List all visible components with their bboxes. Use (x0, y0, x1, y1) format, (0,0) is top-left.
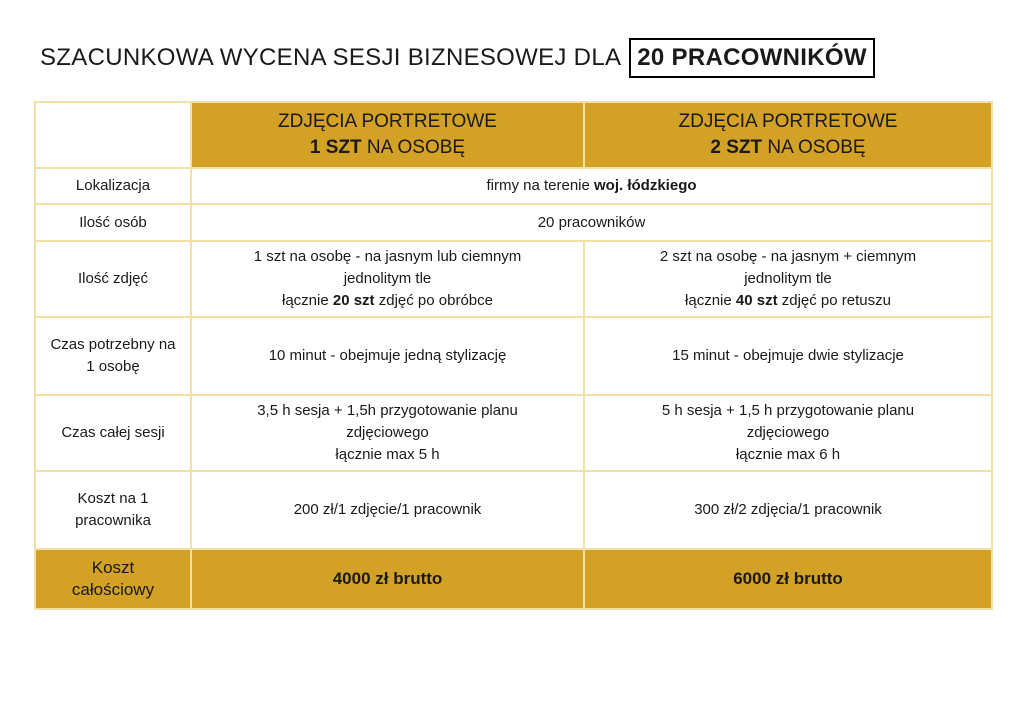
row-label-czas-osoba: Czas potrzebny na 1 osobę (35, 317, 191, 395)
table-row (35, 471, 992, 549)
table-row (35, 168, 992, 204)
pricing-table (34, 101, 993, 610)
row-label-koszt-pracownik: Koszt na 1 pracownika (35, 471, 191, 549)
czas-sesji-col2: 5 h sesja + 1,5 h przygotowanie planu zdjęciowego łącznie max 6 h (584, 395, 992, 471)
title-text: SZACUNKOWA WYCENA SESJI BIZNESOWEJ DLA (40, 44, 622, 71)
koszt-calosc-col1: 4000 zł brutto (191, 549, 584, 609)
ilosc-osob-value: 20 pracowników (191, 204, 992, 241)
column-header-2szt (584, 102, 992, 168)
title-highlight: 20 PRACOWNIKÓW (629, 38, 875, 78)
table-total-row (35, 549, 992, 609)
koszt-calosc-col2: 6000 zł brutto (584, 549, 992, 609)
page-title (40, 38, 875, 78)
koszt-pracownik-col1: 200 zł/1 zdjęcie/1 pracownik (191, 471, 584, 549)
column-header-line2: 1 SZT NA OSOBĘ (309, 137, 466, 158)
ilosc-zdjec-col1: 1 szt na osobę - na jasnym lub ciemnym jednolitym tle łącznie 20 szt zdjęć po obróbce (191, 241, 584, 317)
table-row (35, 241, 992, 317)
column-header-line1: ZDJĘCIA PORTRETOWE (678, 111, 898, 132)
column-header-line1: ZDJĘCIA PORTRETOWE (278, 111, 497, 132)
czas-osoba-col1: 10 minut - obejmuje jedną stylizację (191, 317, 584, 395)
table-row (35, 204, 992, 241)
table-row (35, 395, 992, 471)
row-label-ilosc-osob: Ilość osób (35, 204, 191, 241)
row-label-koszt-calosc: Koszt całościowy (35, 549, 191, 609)
row-label-ilosc-zdjec: Ilość zdjęć (35, 241, 191, 317)
column-header-1szt (191, 102, 584, 168)
column-header-line2: 2 SZT NA OSOBĘ (710, 137, 866, 158)
czas-sesji-col1: 3,5 h sesja + 1,5h przygotowanie planu zdjęciowego łącznie max 5 h (191, 395, 584, 471)
row-label-czas-sesji: Czas całej sesji (35, 395, 191, 471)
czas-osoba-col2: 15 minut - obejmuje dwie stylizacje (584, 317, 992, 395)
table-header-row (35, 102, 992, 168)
ilosc-zdjec-col2: 2 szt na osobę - na jasnym + ciemnym jednolitym tle łącznie 40 szt zdjęć po retuszu (584, 241, 992, 317)
table-row (35, 317, 992, 395)
koszt-pracownik-col2: 300 zł/2 zdjęcia/1 pracownik (584, 471, 992, 549)
row-label-lokalizacja: Lokalizacja (35, 168, 191, 204)
lokalizacja-value: firmy na terenie woj. łódzkiego (191, 168, 992, 204)
header-empty-cell (35, 102, 191, 168)
